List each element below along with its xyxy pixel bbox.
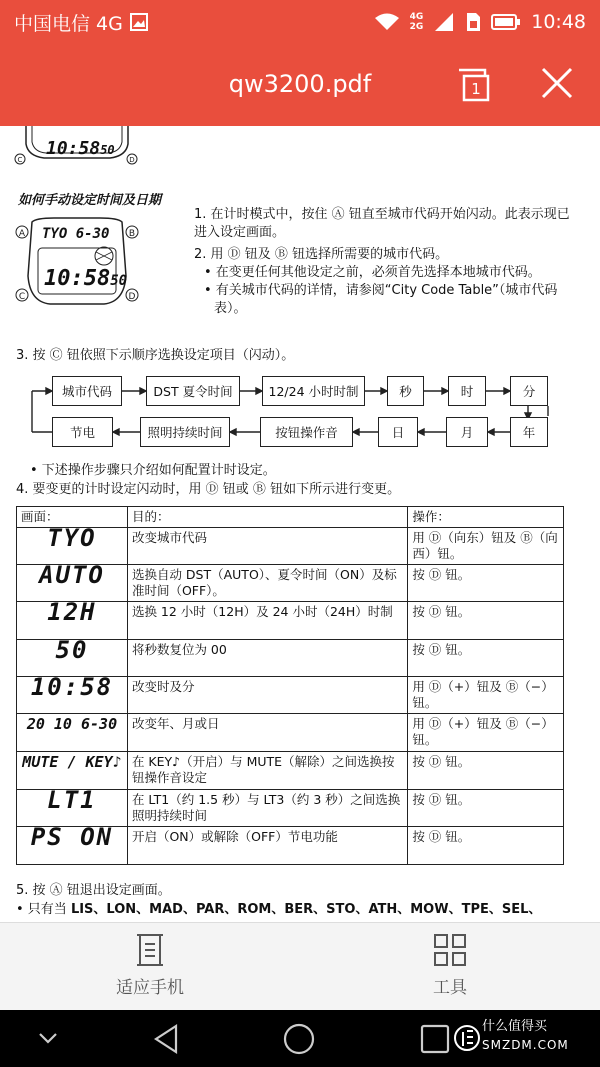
display-cell: PS ON bbox=[17, 827, 128, 865]
pdf-page[interactable] bbox=[0, 126, 600, 922]
flow-item: 分 bbox=[510, 376, 548, 406]
operation-cell: 按 Ⓓ 钮。 bbox=[408, 752, 564, 790]
flow-item: 年 bbox=[510, 417, 548, 447]
home-icon[interactable] bbox=[282, 1022, 316, 1056]
step2-text: 2. 用 Ⓓ 钮及 Ⓑ 钮选择所需要的城市代码。 bbox=[194, 247, 449, 262]
sim-icon bbox=[465, 12, 481, 32]
top-watch-time: 10:5850 bbox=[46, 138, 115, 159]
purpose-cell: 将秒数复位为 00 bbox=[127, 640, 407, 677]
purpose-cell: 选换 12 小时（12H）及 24 小时（24H）时制 bbox=[127, 602, 407, 640]
svg-text:D: D bbox=[128, 292, 136, 302]
svg-text:C: C bbox=[17, 156, 23, 164]
signal-icon bbox=[433, 12, 455, 32]
flow-item: 照明持续时间 bbox=[140, 417, 230, 447]
table-row bbox=[17, 827, 564, 865]
table-row bbox=[17, 528, 564, 565]
fit-phone-label: 适应手机 bbox=[116, 978, 184, 998]
svg-text:B: B bbox=[128, 229, 136, 239]
flow-item: 节电 bbox=[52, 417, 113, 447]
watch2-city-date: TYO 6-30 bbox=[42, 226, 110, 242]
purpose-cell: 在 LT1（约 1.5 秒）与 LT3（约 3 秒）之间选换照明持续时间 bbox=[127, 790, 407, 827]
table-row bbox=[17, 677, 564, 714]
display-cell: 50 bbox=[17, 640, 128, 677]
operation-cell: 按 Ⓓ 钮。 bbox=[408, 827, 564, 865]
step4-text: 4. 要变更的计时设定闪动时，用 Ⓓ 钮或 Ⓑ 钮如下所示进行变更。 bbox=[16, 482, 401, 497]
svg-text:C: C bbox=[18, 292, 26, 302]
operation-cell: 用 Ⓓ（+）钮及 Ⓑ（−）钮。 bbox=[408, 714, 564, 752]
operation-cell: 按 Ⓓ 钮。 bbox=[408, 602, 564, 640]
city-codes: LIS、LON、MAD、PAR、ROM、BER、STO、ATH、MOW、TPE、SEL、 bbox=[70, 902, 542, 917]
step2-bullet2: • 有关城市代码的详情，请参阅“City Code Table”（城市代码表）。 bbox=[204, 283, 558, 316]
operation-cell: 按 Ⓓ 钮。 bbox=[408, 640, 564, 677]
purpose-cell: 改变城市代码 bbox=[127, 528, 407, 565]
flow-item: 日 bbox=[378, 417, 418, 447]
step1-text: 1. 在计时模式中，按住 Ⓐ 钮直至城市代码开始闪动。此表示现已进入设定画面。 bbox=[194, 207, 570, 240]
display-cell: 12H bbox=[17, 602, 128, 640]
flow-item: 城市代码 bbox=[52, 376, 122, 406]
display-cell: TYO bbox=[17, 528, 128, 565]
display-cell: MUTE / KEY♪ bbox=[17, 752, 128, 790]
column-header: 操作： bbox=[408, 507, 564, 528]
purpose-cell: 开启（ON）或解除（OFF）节电功能 bbox=[127, 827, 407, 865]
flow-item: 时 bbox=[448, 376, 486, 406]
flow-item: 12/24 小时时制 bbox=[262, 376, 365, 406]
image-icon bbox=[129, 12, 149, 32]
step2-bullet1: • 在变更任何其他设定之前，必须首先选择本地城市代码。 bbox=[204, 265, 541, 280]
clock: 10:48 bbox=[531, 11, 586, 33]
table-row bbox=[17, 602, 564, 640]
flow-item: 按钮操作音 bbox=[260, 417, 353, 447]
display-cell: LT1 bbox=[17, 790, 128, 827]
flow-arrows bbox=[0, 126, 600, 456]
purpose-cell: 在 KEY♪（开启）与 MUTE（解除）之间选换按钮操作音设定 bbox=[127, 752, 407, 790]
display-cell: AUTO bbox=[17, 565, 128, 602]
section-title: 如何手动设定时间及日期 bbox=[18, 193, 162, 208]
operation-cell: 按 Ⓓ 钮。 bbox=[408, 790, 564, 827]
carrier-label: 中国电信 4G bbox=[14, 12, 123, 35]
back-icon[interactable] bbox=[150, 1022, 184, 1056]
operation-cell: 用 Ⓓ（+）钮及 Ⓑ（−）钮。 bbox=[408, 677, 564, 714]
svg-text:D: D bbox=[129, 156, 135, 164]
status-bar bbox=[0, 0, 600, 44]
table-header-row bbox=[17, 507, 564, 528]
table-row bbox=[17, 790, 564, 827]
flow-item: 秒 bbox=[387, 376, 424, 406]
flow-item: DST 夏令时间 bbox=[146, 376, 240, 406]
column-header: 画面： bbox=[17, 507, 128, 528]
pages-button[interactable] bbox=[455, 66, 493, 104]
wifi-icon bbox=[374, 12, 400, 32]
purpose-cell: 改变年、月或日 bbox=[127, 714, 407, 752]
watermark-logo-icon bbox=[454, 1020, 480, 1056]
table-row bbox=[17, 714, 564, 752]
recents-icon[interactable] bbox=[418, 1022, 452, 1056]
pages-count: 1 bbox=[471, 80, 481, 98]
watch2-time: 10:5850 bbox=[44, 266, 128, 291]
tools-button[interactable] bbox=[375, 933, 525, 998]
document-title: qw3200.pdf bbox=[228, 70, 372, 98]
table-row bbox=[17, 752, 564, 790]
table-row bbox=[17, 640, 564, 677]
bottom-toolbar bbox=[0, 922, 600, 1010]
step3-text: 3. 按 Ⓒ 钮依照下示顺序选换设定项目（闪动）。 bbox=[16, 348, 295, 363]
settings-table bbox=[16, 506, 564, 865]
chevron-down-icon[interactable] bbox=[34, 1028, 62, 1048]
watermark-text: 什么值得买 SMZDM.COM bbox=[482, 1019, 569, 1052]
fit-phone-button[interactable] bbox=[75, 933, 225, 998]
flow-item: 月 bbox=[446, 417, 488, 447]
battery-icon bbox=[491, 13, 521, 31]
display-cell: 10:58 bbox=[17, 677, 128, 714]
title-bar bbox=[0, 44, 600, 126]
step5-text: 5. 按 Ⓐ 钮退出设定画面。 bbox=[16, 883, 171, 898]
operation-cell: 按 Ⓓ 钮。 bbox=[408, 565, 564, 602]
purpose-cell: 改变时及分 bbox=[127, 677, 407, 714]
cities-line: • 只有当 LIS、LON、MAD、PAR、ROM、BER、STO、ATH、MOW、TPE、SEL、 bbox=[16, 902, 542, 917]
grid-icon bbox=[433, 933, 467, 967]
network-type-label: 4G 2G bbox=[409, 12, 424, 32]
column-header: 目的： bbox=[127, 507, 407, 528]
tools-label: 工具 bbox=[433, 978, 467, 998]
purpose-cell: 选换自动 DST（AUTO）、夏令时间（ON）及标准时间（OFF）。 bbox=[127, 565, 407, 602]
document-icon bbox=[135, 933, 165, 967]
close-button[interactable] bbox=[540, 66, 574, 100]
display-cell: 20 10 6-30 bbox=[17, 714, 128, 752]
table-row bbox=[17, 565, 564, 602]
operation-cell: 用 Ⓓ（向东）钮及 Ⓑ（向西）钮。 bbox=[408, 528, 564, 565]
note-text: • 下述操作步骤只介绍如何配置计时设定。 bbox=[30, 463, 276, 478]
svg-text:A: A bbox=[18, 229, 26, 239]
